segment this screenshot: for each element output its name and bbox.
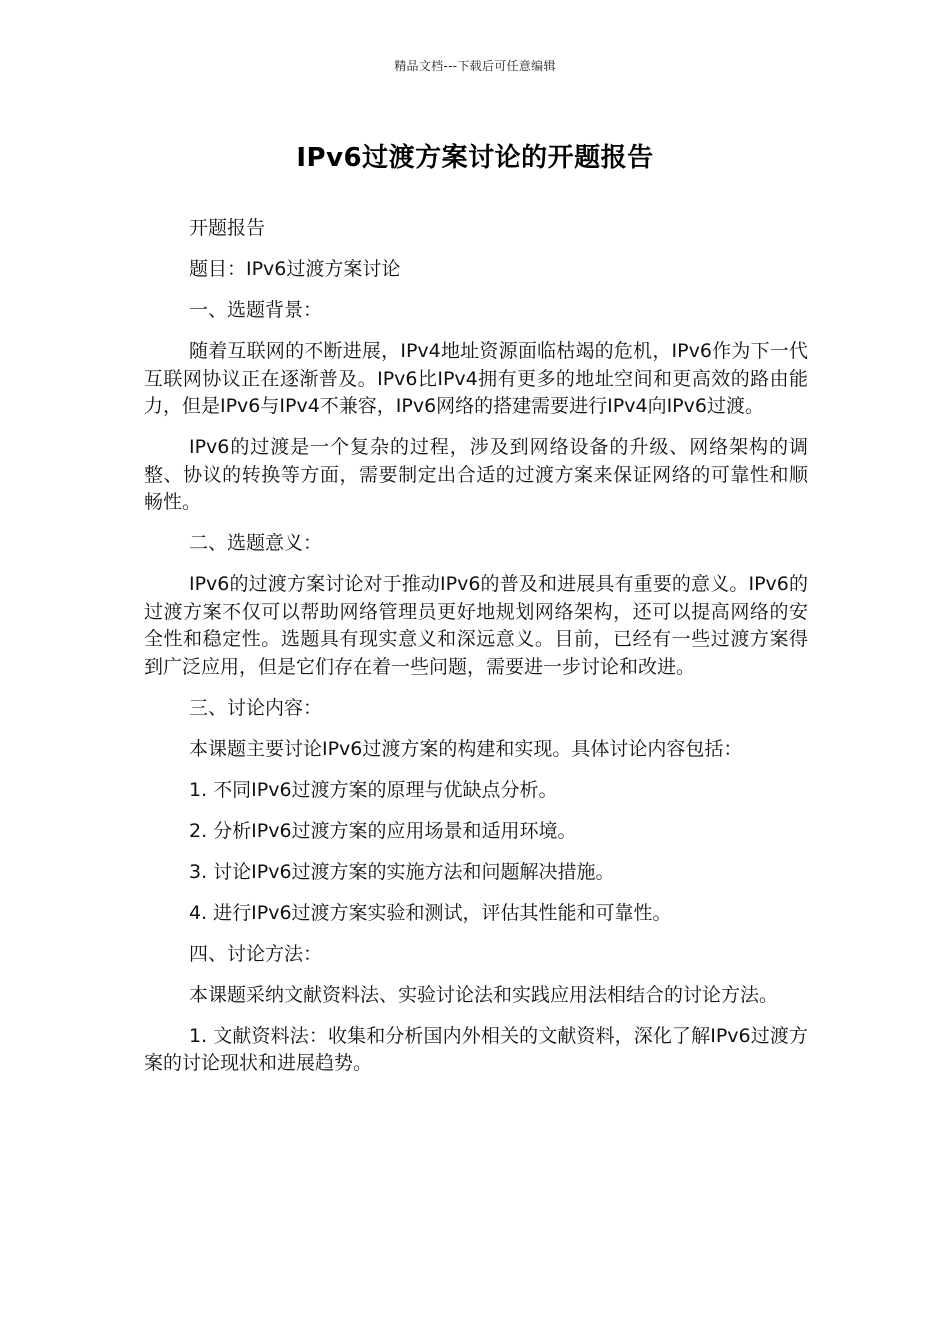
section-heading-methods: 四、讨论方法： [189,942,323,965]
paragraph-heading-report: 开题报告 [189,217,266,239]
paragraph-background-1: 随着互联网的不断进展，IPv4地址资源面临枯竭的危机，IPv6作为下一代互联网协议正在逐渐普及。IPv6比IPv4拥有更多的地址空间和更高效的路由能力，但是IPv6与IPv4不兼容，IPv6网络的搭建需要进行IPv4向IPv6过渡。 [144,340,808,417]
list-item-content-1: 1. 不同IPv6过渡方案的原理与优缺点分析。 [189,778,558,801]
list-item-content-4: 4. 进行IPv6过渡方案实验和测试，评估其性能和可靠性。 [189,901,672,924]
paragraph-significance: IPv6的过渡方案讨论对于推动IPv6的普及和进展具有重要的意义。IPv6的过渡方案不仅可以帮助网络管理员更好地规划网络架构，还可以提高网络的安全性和稳定性。选题具有现实意义和深远意义。目前，已经有一些过渡方案得到广泛应用，但是它们存在着一些问题，需要进一步讨论和改进。 [144,573,808,678]
document-body [144,215,808,1091]
paragraph-methods-intro: 本课题采纳文献资料法、实验讨论法和实践应用法相结合的讨论方法。 [189,983,779,1006]
section-heading-background: 一、选题背景： [189,299,323,321]
paragraph-content-intro: 本课题主要讨论IPv6过渡方案的构建和实现。具体讨论内容包括： [189,737,743,760]
paragraph-background-2: IPv6的过渡是一个复杂的过程，涉及到网络设备的升级、网络架构的调整、协议的转换等方面，需要制定出合适的过渡方案来保证网络的可靠性和顺畅性。 [144,436,808,513]
section-heading-content: 三、讨论内容： [189,696,323,719]
list-item-method-1: 1. 文献资料法：收集和分析国内外相关的文献资料，深化了解IPv6过渡方案的讨论现状和进展趋势。 [144,1024,808,1074]
header-note: 精品文档---下载后可任意编辑 [394,59,556,73]
list-item-content-3: 3. 讨论IPv6过渡方案的实施方法和问题解决措施。 [189,860,615,883]
section-heading-significance: 二、选题意义： [189,532,323,554]
document-title: IPv6过渡方案讨论的开题报告 [296,143,654,173]
paragraph-topic: 题目：IPv6过渡方案讨论 [189,258,401,280]
list-item-content-2: 2. 分析IPv6过渡方案的应用场景和适用环境。 [189,819,577,842]
